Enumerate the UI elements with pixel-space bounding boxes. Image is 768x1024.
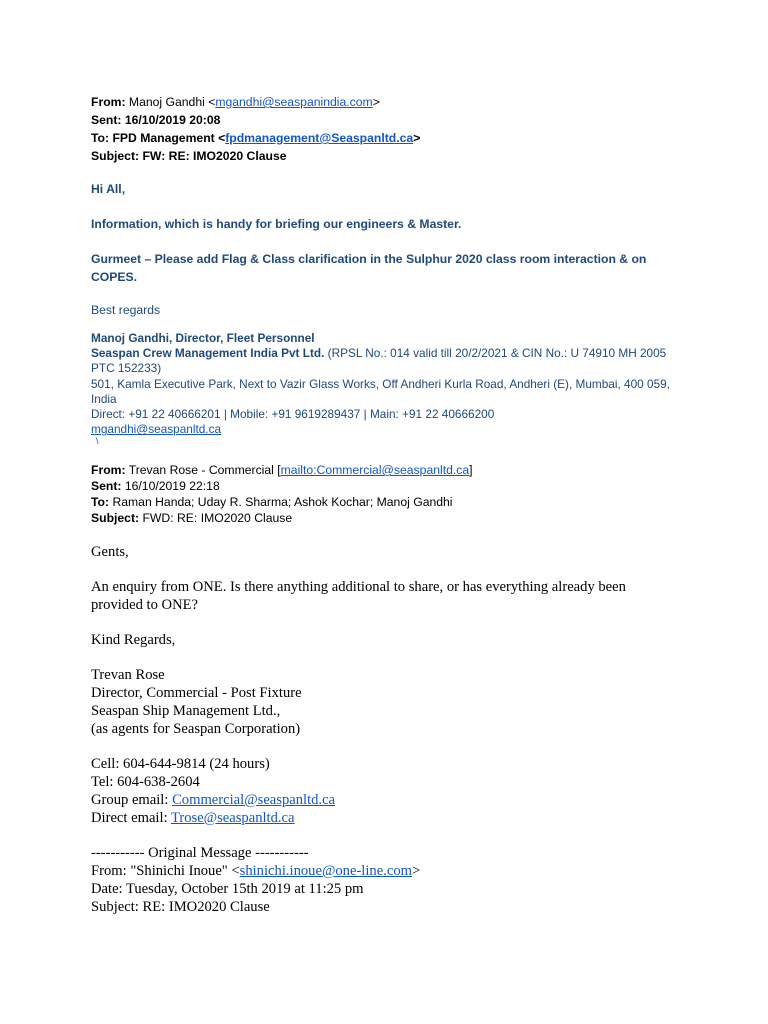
email1-sent-line [91, 111, 748, 129]
group-email-line [91, 791, 661, 809]
subject-value: FWD: RE: IMO2020 Clause [142, 511, 293, 525]
to-name: FPD Management < [112, 131, 226, 145]
stray-mark: \ [96, 436, 99, 447]
original-date: Date: Tuesday, October 15th 2019 at 11:25 pm [91, 881, 364, 897]
signature-phones: Direct: +91 22 40666201 | Mobile: +91 9619289437 | Main: +91 22 40666200 [91, 407, 495, 422]
direct-email-link[interactable]: Trose@seaspanltd.ca [170, 810, 295, 826]
email1-header [91, 93, 748, 165]
to-close: > [413, 131, 421, 145]
sent-value: 16/10/2019 20:08 [124, 113, 221, 127]
email2-to-line [91, 494, 748, 510]
signature-block [91, 331, 671, 445]
email1-from-line [91, 93, 748, 111]
trevan-signature [91, 666, 661, 738]
subject-value: FW: RE: IMO2020 Clause [142, 149, 287, 163]
from-close: ] [469, 463, 473, 477]
from-name: Manoj Gandhi < [128, 95, 216, 109]
email2-sent-line [91, 478, 748, 494]
original-from-line [91, 862, 661, 880]
best-regards: Best regards [91, 303, 161, 317]
salutation: Gents, [91, 544, 129, 560]
email2-subject-line [91, 510, 748, 526]
sig-title: Director, Commercial - Post Fixture [91, 685, 302, 701]
email1-to-line [91, 129, 748, 147]
signature-name: Manoj Gandhi, Director, Fleet Personnel [91, 331, 315, 345]
from-close: > [372, 95, 380, 109]
sig-company: Seaspan Ship Management Ltd., [91, 703, 281, 719]
gurmeet-paragraph: Gurmeet – Please add Flag & Class clarification in the Sulphur 2020 class room interaction & on COPES. [91, 252, 647, 284]
sent-label: Sent: [91, 479, 122, 493]
subject-label: Subject: [91, 511, 140, 525]
from-email-link[interactable]: mgandhi@seaspanindia.com [215, 95, 373, 109]
greeting: Hi All, [91, 182, 126, 196]
kind-regards: Kind Regards, [91, 632, 176, 648]
signature-email-link[interactable]: mgandhi@seaspanltd.ca [91, 422, 222, 437]
to-email-link[interactable]: fpdmanagement@Seaspanltd.ca [225, 131, 414, 145]
cell-line: Cell: 604-644-9814 (24 hours) [91, 756, 270, 772]
original-message-block [91, 844, 661, 916]
signature-rpsl: (RPSL No.: 014 valid till 20/2/2021 & CIN No.: U 74910 MH 2005 PTC 152233) [91, 346, 667, 376]
signature-company: Seaspan Crew Management India Pvt Ltd. [91, 346, 325, 361]
original-separator: ----------- Original Message ----------- [91, 845, 309, 861]
from-label: From: [91, 95, 126, 109]
sig-agents: (as agents for Seaspan Corporation) [91, 721, 301, 737]
signature-address: 501, Kamla Executive Park, Next to Vazir Glass Works, Off Andheri Kurla Road, Andheri (E), Mumbai, 400 059, India [91, 376, 670, 406]
from-mailto-link[interactable]: mailto:Commercial@seaspanltd.ca [280, 463, 470, 477]
original-from-email-link[interactable]: shinichi.inoue@one-line.com [239, 863, 412, 879]
original-subject: Subject: RE: IMO2020 Clause [91, 899, 270, 915]
direct-email-label: Direct email: [91, 810, 171, 826]
group-email-label: Group email: [91, 792, 173, 808]
to-label: To: [91, 131, 110, 145]
subject-label: Subject: [91, 149, 140, 163]
to-label: To: [91, 495, 110, 509]
sent-value: 16/10/2019 22:18 [124, 479, 220, 493]
email2-header [91, 462, 748, 526]
signature-company-line [91, 346, 671, 376]
from-label: From: [91, 463, 126, 477]
info-paragraph: Information, which is handy for briefing our engineers & Master. [91, 217, 462, 231]
group-email-link[interactable]: Commercial@seaspanltd.ca [172, 792, 336, 808]
email1-subject-line [91, 147, 748, 165]
sig-name: Trevan Rose [91, 667, 165, 683]
to-value: Raman Handa; Uday R. Sharma; Ashok Kochar; Manoj Gandhi [112, 495, 453, 509]
email2-body [91, 543, 661, 916]
direct-email-line [91, 809, 661, 827]
email2-from-line [91, 462, 748, 478]
enquiry-paragraph: An enquiry from ONE. Is there anything additional to share, or has everything already been provided to ONE? [91, 579, 626, 613]
contact-block [91, 755, 661, 827]
original-from-close: > [411, 863, 421, 879]
tel-line: Tel: 604-638-2604 [91, 774, 200, 790]
from-name: Trevan Rose - Commercial [ [128, 463, 281, 477]
sent-label: Sent: [91, 113, 122, 127]
original-from-label: From: "Shinichi Inoue" < [91, 863, 240, 879]
